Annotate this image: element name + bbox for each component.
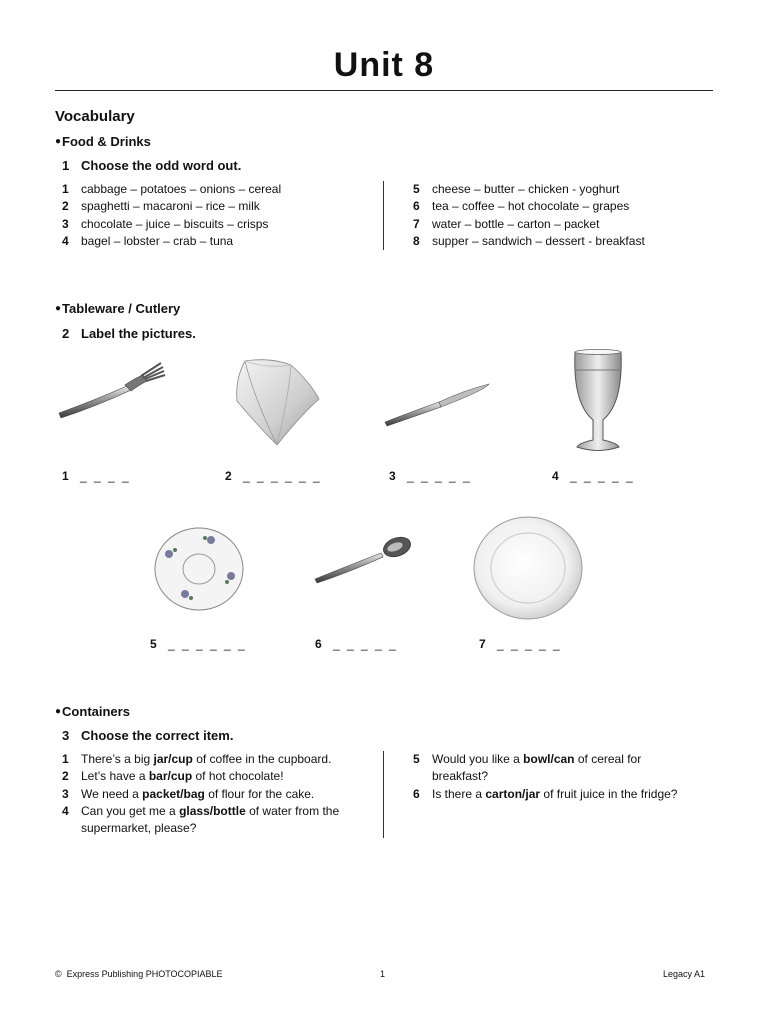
list-item: 3 We need a packet/bag of flour for the cake.: [62, 786, 315, 801]
list-item: 3 chocolate – juice – biscuits – crisps: [62, 216, 269, 231]
fork-icon: [55, 358, 167, 422]
list-item: 2 spaghetti – macaroni – rice – milk: [62, 199, 260, 214]
bullet-icon: ●: [55, 303, 62, 314]
list-item: 6 tea – coffee – hot chocolate – grapes: [413, 199, 630, 214]
exercise-3-right-column: [413, 751, 677, 803]
napkin-icon: [231, 355, 323, 451]
footer-publisher: © Express Publishing PHOTOCOPIABLE: [55, 969, 223, 979]
saucer-icon: [153, 526, 245, 612]
bullet-icon: ●: [55, 136, 62, 147]
picture-label-4: 4 _ _ _ _ _: [552, 469, 635, 483]
picture-label-7: 7 _ _ _ _ _: [479, 637, 562, 651]
food-drinks-heading: ●Food & Drinks: [55, 134, 151, 149]
column-divider: [383, 751, 384, 838]
column-divider: [383, 181, 384, 250]
list-item: 4 Can you get me a glass/bottle of water from the: [62, 803, 340, 818]
glass-icon: [569, 348, 627, 454]
list-item: 1 cabbage – potatoes – onions – cereal: [62, 182, 282, 196]
page-title: Unit 8: [333, 46, 435, 84]
footer-course: Legacy A1: [663, 969, 706, 979]
list-item: 2 Let’s have a bar/cup of hot chocolate!: [62, 769, 284, 784]
plate-icon: [472, 515, 584, 621]
exercise-2-instruction: 2 Label the pictures.: [62, 326, 196, 341]
list-item: 4 bagel – lobster – crab – tuna: [62, 233, 234, 248]
list-item: 5 Would you like a bowl/can of cereal for: [413, 752, 642, 766]
picture-label-2: 2 _ _ _ _ _ _: [225, 469, 322, 483]
list-item-continuation: supermarket, please?: [81, 821, 197, 836]
copyright-icon: ©: [55, 969, 62, 979]
exercise-1-left-column: [62, 181, 281, 250]
list-item: 8 supper – sandwich – dessert - breakfast: [413, 233, 645, 248]
picture-label-3: 3 _ _ _ _ _: [389, 469, 472, 483]
exercise-1-right-column: [413, 181, 645, 250]
exercise-3-left-column: [62, 751, 339, 837]
title-rule: [55, 90, 713, 91]
picture-label-6: 6 _ _ _ _ _: [315, 637, 398, 651]
knife-icon: [381, 378, 493, 430]
containers-heading: ●Containers: [55, 704, 130, 719]
list-item: 5 cheese – butter – chicken - yoghurt: [413, 182, 620, 196]
picture-label-5: 5 _ _ _ _ _ _: [150, 637, 247, 651]
footer-page-number: 1: [380, 969, 386, 979]
list-item: 6 Is there a carton/jar of fruit juice in the fridge?: [413, 786, 678, 801]
exercise-3-instruction: 3 Choose the correct item.: [62, 728, 234, 743]
bullet-icon: ●: [55, 706, 62, 717]
picture-label-1: 1 _ _ _ _: [62, 469, 131, 483]
tableware-heading: ●Tableware / Cutlery: [55, 301, 181, 316]
spoon-icon: [311, 533, 413, 585]
list-item-continuation: breakfast?: [432, 769, 489, 784]
list-item: 7 water – bottle – carton – packet: [413, 216, 600, 231]
vocabulary-heading: Vocabulary: [55, 108, 135, 125]
exercise-1-instruction: 1 Choose the odd word out.: [62, 158, 242, 173]
list-item: 1 There’s a big jar/cup of coffee in the cupboard.: [62, 752, 332, 766]
